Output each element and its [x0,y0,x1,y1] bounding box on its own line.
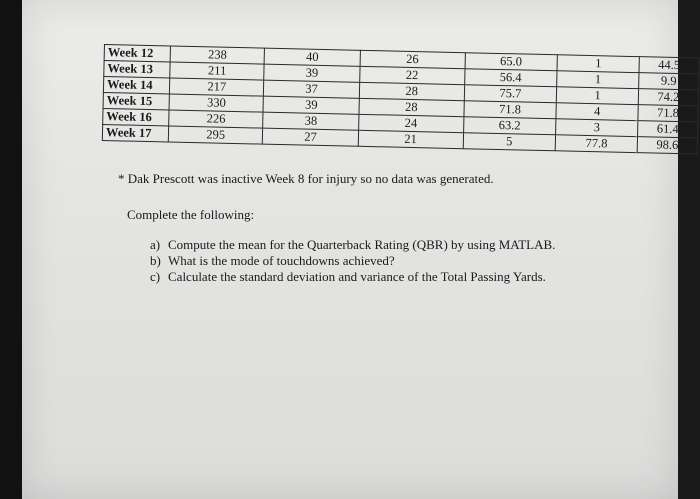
table-cell: 71.8 [638,105,698,122]
task-tag: a) [150,237,161,252]
table-cell: 37 [264,80,360,98]
table-cell: 3 [556,119,638,137]
task-tag: b) [150,253,161,268]
task-list [150,237,555,285]
table-cell: 28 [359,98,464,116]
task-item [150,253,555,269]
week-label-cell: Week 15 [103,92,169,109]
table-cell: 217 [169,78,264,96]
table-cell: 77.8 [555,135,637,153]
instructions-heading: Complete the following: [127,207,255,222]
task-item [150,269,555,285]
table-cell: 63.2 [463,117,556,135]
table-cell: 40 [264,48,360,66]
table-cell: 211 [170,62,265,80]
table-cell: 22 [360,66,465,84]
table-cell: 295 [168,126,263,144]
stats-table-container [102,44,700,154]
week-label-cell: Week 12 [104,45,170,62]
table-cell: 1 [557,55,639,73]
task-text: Calculate the standard deviation and variance of the Total Passing Yards. [168,269,546,284]
table-cell: 28 [359,82,464,100]
table-cell: 65.0 [465,53,558,71]
table-cell: 1 [557,87,639,105]
table-cell: 39 [263,96,359,114]
table-cell: 56.4 [464,69,557,87]
task-item [150,237,555,253]
week-label-cell: Week 13 [104,61,170,78]
table-cell: 1 [557,71,639,89]
table-cell: 27 [263,128,359,146]
week-label-cell: Week 17 [102,124,168,141]
table-cell: 5 [463,133,556,151]
table-cell: 44.5 [639,57,699,74]
table-cell: 26 [360,50,465,68]
table-cell: 71.8 [463,101,556,119]
table-cell: 38 [263,112,359,130]
table-cell: 330 [169,94,264,112]
week-label-cell: Week 16 [103,108,169,125]
table-cell: 238 [170,46,265,64]
task-tag: c) [150,269,161,284]
table-cell: 61.4 [638,121,698,138]
photo-edge-left [0,0,22,499]
table-cell: 75.7 [464,85,557,103]
table-cell: 9.9 [639,73,699,90]
injury-note: * Dak Prescott was inactive Week 8 for injury so no data was generated. [118,171,494,186]
table-cell: 98.6 [637,137,697,154]
table-cell: 226 [169,110,264,128]
table-cell: 24 [358,114,463,132]
task-text: What is the mode of touchdowns achieved? [168,253,395,268]
table-cell: 4 [556,103,638,121]
table-cell: 39 [264,64,360,82]
week-label-cell: Week 14 [103,77,169,94]
table-cell: 74.2 [638,89,698,106]
stats-table [102,44,700,154]
table-cell: 21 [358,130,463,148]
task-text: Compute the mean for the Quarterback Rating (QBR) by using MATLAB. [168,237,556,252]
